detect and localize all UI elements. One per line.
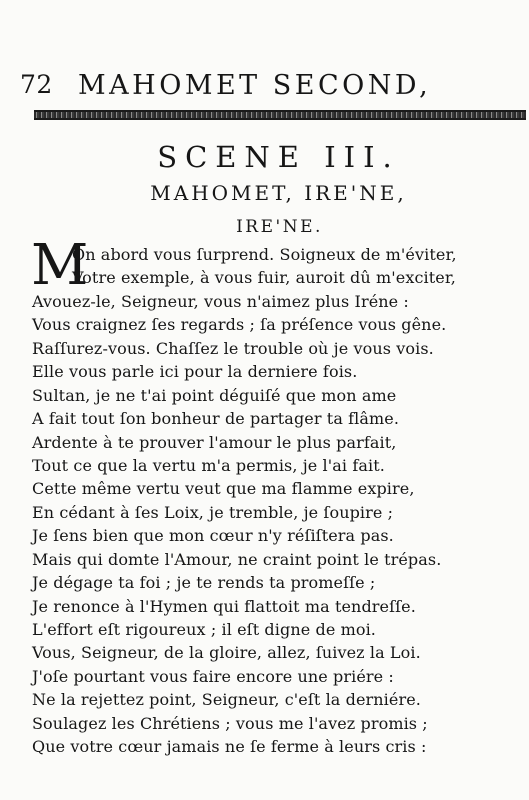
verse-line: Soulagez les Chrétiens ; vous me l'avez promis ; — [32, 713, 428, 733]
verse-line: Je renonce à l'Hymen qui flattoit ma tendreſſe. — [32, 596, 416, 616]
ornamental-rule — [34, 110, 526, 120]
verse-line: Que votre cœur jamais ne ſe ferme à leurs cris : — [32, 737, 427, 757]
verse-block — [0, 243, 529, 759]
verse-line: A fait tout ſon bonheur de partager ta flâme. — [32, 409, 400, 429]
verse-line: L'effort eſt rigoureux ; il eſt digne de moi. — [32, 620, 376, 639]
verse-line: Elle vous parle ici pour la derniere fois. — [32, 362, 358, 382]
verse-line: Raſſurez-vous. Chaſſez le trouble où je vous vois. — [32, 338, 434, 358]
page-number: 72 — [20, 70, 53, 99]
verse-line: Mais qui domte l'Amour, ne craint point le trépas. — [32, 549, 442, 569]
verse-line: Je dégage ta foi ; je te rends ta promeſſe ; — [32, 573, 376, 593]
verse-line: Vous craignez ſes regards ; ſa préſence vous gêne. — [32, 315, 447, 335]
verse-line: J'oſe pourtant vous faire encore une priére : — [32, 666, 394, 686]
drop-cap: M — [31, 233, 89, 298]
verse-line: Tout ce que la vertu m'a permis, je l'ai fait. — [32, 455, 385, 475]
verse-line: Cette même vertu veut que ma flamme expire, — [32, 479, 415, 499]
verse-line: Avouez-le, Seigneur, vous n'aimez plus Iréne : — [32, 291, 409, 311]
scene-title: SCENE III. — [157, 140, 400, 174]
verse-line: Votre exemple, à vous fuir, auroit dû m'exciter, — [72, 268, 456, 288]
verse-line: Ne la rejettez point, Seigneur, c'eſt la derniére. — [32, 690, 421, 710]
verse-line: Sultan, je ne t'ai point déguiſé que mon ame — [32, 385, 397, 405]
verse-line: Je ſens bien que mon cœur n'y réſiſtera pas. — [32, 526, 394, 546]
running-head — [0, 66, 529, 106]
verse-line: En cédant à ſes Loix, je tremble, je ſoupire ; — [32, 502, 394, 522]
running-title: MAHOMET SECOND, — [78, 70, 432, 101]
verse-line: Ardente à te prouver l'amour le plus parfait, — [32, 432, 397, 452]
speaker-name: IRE'NE. — [236, 217, 323, 237]
verse-line: Vous, Seigneur, de la gloire, allez, ſuivez la Loi. — [32, 643, 421, 663]
verse-line: On abord vous ſurprend. Soigneux de m'éviter, — [72, 245, 457, 264]
scene-characters: MAHOMET, IRE'NE, — [150, 181, 407, 205]
